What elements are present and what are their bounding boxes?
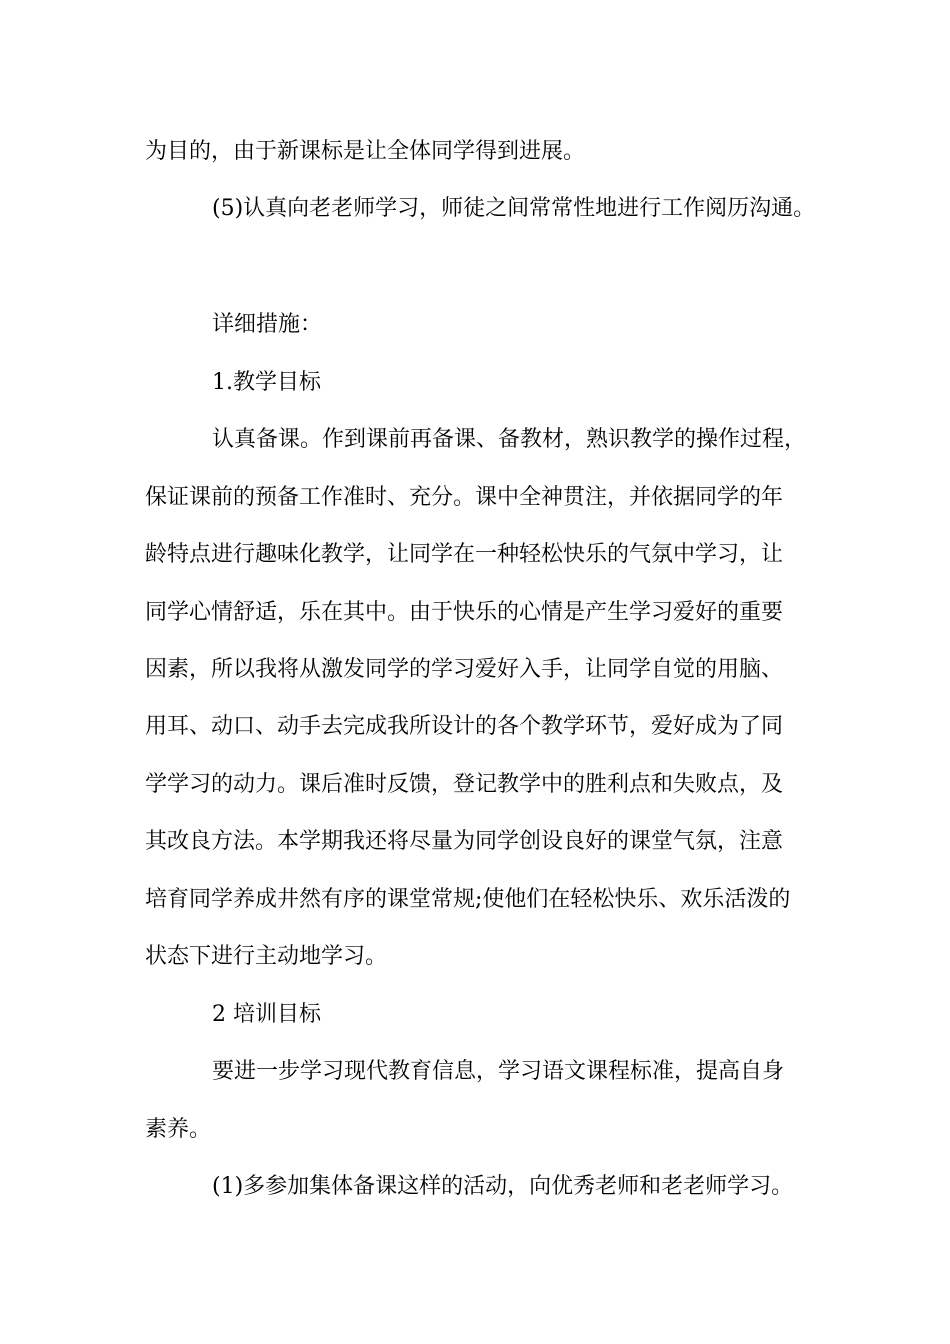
text-line-12: 其改良方法。本学期我还将尽量为同学创设良好的课堂气氛，注意	[145, 829, 784, 854]
text-line-11: 学学习的动力。课后准时反馈，登记教学中的胜利点和失败点，及	[145, 772, 784, 797]
text-line-5: 认真备课。作到课前再备课、备教材，熟识教学的操作过程，	[212, 427, 807, 452]
text-line-7: 龄特点进行趣味化教学，让同学在一种轻松快乐的气氛中学习，让	[145, 542, 784, 567]
text-line-14: 状态下进行主动地学习。	[145, 944, 388, 969]
text-line-9: 因素，所以我将从激发同学的学习爱好入手，让同学自觉的用脑、	[145, 657, 784, 682]
section-heading-training-goal: 2 培训目标	[212, 1002, 321, 1027]
text-line-6: 保证课前的预备工作准时、充分。课中全神贯注，并依据同学的年	[145, 485, 784, 510]
section-heading-measures: 详细措施：	[212, 312, 323, 337]
text-line-16: 要进一步学习现代教育信息，学习语文课程标准，提高自身	[212, 1059, 785, 1084]
text-line-13: 培育同学养成井然有序的课堂常规;使他们在轻松快乐、欢乐活泼的	[145, 887, 791, 912]
text-line-10: 用耳、动口、动手去完成我所设计的各个教学环节，爱好成为了同	[145, 714, 784, 739]
section-heading-teaching-goal: 1.教学目标	[212, 370, 321, 395]
text-line-2: (5)认真向老老师学习，师徒之间常常性地进行工作阅历沟通。	[212, 196, 816, 221]
text-line-1: 为目的，由于新课标是让全体同学得到进展。	[145, 139, 586, 164]
text-line-8: 同学心情舒适，乐在其中。由于快乐的心情是产生学习爱好的重要	[145, 600, 784, 625]
text-line-18: (1)多参加集体备课这样的活动，向优秀老师和老老师学习。	[212, 1174, 794, 1199]
text-line-17: 素养。	[145, 1117, 212, 1142]
